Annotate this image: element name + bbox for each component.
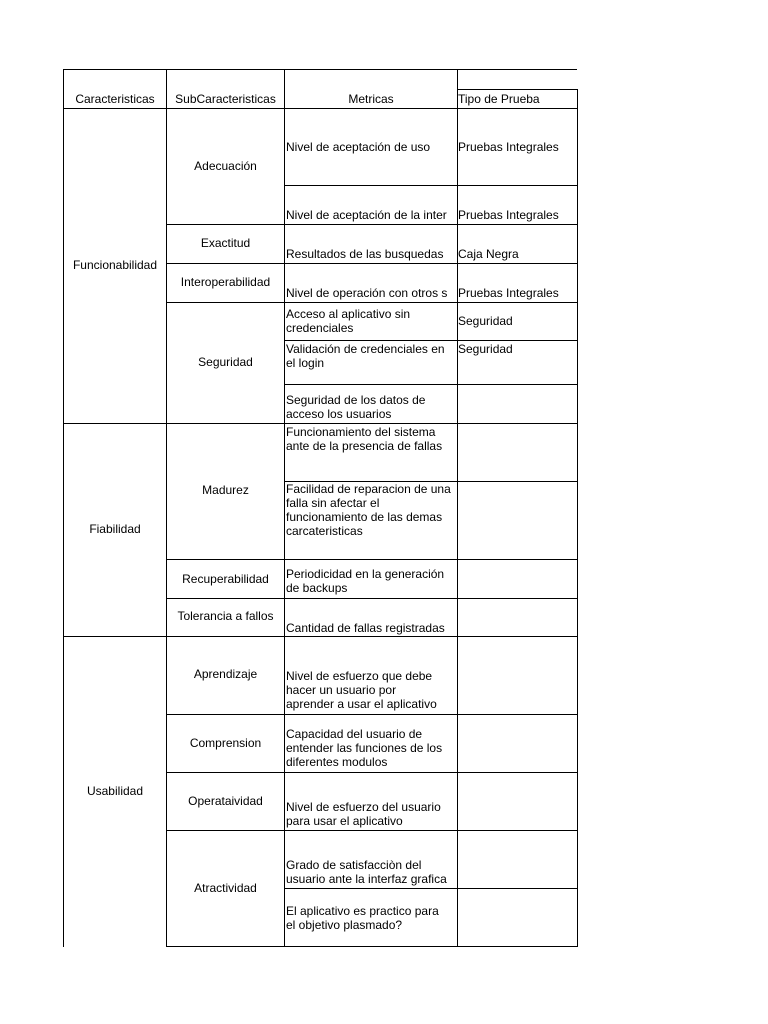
- metrica-cell: Nivel de operación con otros s: [286, 286, 448, 300]
- grid-line: [284, 69, 285, 947]
- subcaracteristica-cell: Seguridad: [198, 355, 253, 369]
- metrica-cell: Facilidad de reparacion de una falla sin afectar el funcionamiento de las demas carcateristicas: [286, 482, 451, 538]
- metrica-cell: Nivel de aceptación de la inter: [286, 208, 447, 222]
- grid-line: [284, 340, 577, 341]
- grid-line: [284, 384, 577, 385]
- grid-line: [63, 108, 577, 109]
- tipo-prueba-cell: Pruebas Integrales: [458, 286, 559, 300]
- subcaracteristica-cell: Operataividad: [188, 794, 263, 808]
- grid-line: [284, 185, 577, 186]
- subcaracteristica-cell: Atractividad: [194, 881, 257, 895]
- caracteristica-cell: Usabilidad: [86, 784, 144, 798]
- grid-line: [284, 888, 577, 889]
- metrica-cell: Resultados de las busquedas: [286, 247, 444, 261]
- grid-line: [166, 946, 577, 947]
- grid-line: [63, 69, 577, 70]
- subcaracteristica-cell: Madurez: [202, 483, 249, 497]
- metrica-cell: Funcionamiento del sistema ante de la presencia de fallas: [286, 425, 443, 453]
- subcaracteristica-cell: Comprension: [189, 736, 262, 750]
- grid-line: [166, 69, 167, 947]
- tipo-prueba-cell: Caja Negra: [458, 247, 519, 261]
- grid-line: [63, 423, 577, 424]
- grid-line: [166, 772, 577, 773]
- subcaracteristica-cell: Recuperabilidad: [182, 572, 269, 586]
- metrica-cell: Grado de satisfacciòn del usuario ante la interfaz grafica: [286, 858, 447, 886]
- metrica-cell: Validación de credenciales en el login: [286, 342, 445, 370]
- grid-line: [166, 302, 577, 303]
- grid-line: [166, 714, 577, 715]
- header-caracteristicas: Caracteristicas: [75, 92, 155, 106]
- metrica-cell: Acceso al aplicativo sin credenciales: [286, 307, 411, 335]
- tipo-prueba-cell: Pruebas Integrales: [458, 208, 559, 222]
- grid-line: [166, 224, 577, 225]
- subcaracteristica-cell: Interoperabilidad: [180, 275, 271, 289]
- grid-line: [577, 89, 578, 947]
- metrica-cell: Cantidad de fallas registradas: [286, 621, 445, 635]
- metrica-cell: Seguridad de los datos de acceso los usuarios: [286, 393, 426, 421]
- grid-line: [166, 263, 577, 264]
- grid-line: [63, 69, 64, 947]
- metrica-cell: Nivel de aceptación de uso: [286, 140, 431, 154]
- subcaracteristica-cell: Tolerancia a fallos: [177, 609, 274, 623]
- metrica-cell: Nivel de esfuerzo que debe hacer un usuario por aprender a usar el aplicativo: [286, 669, 437, 711]
- header-tipo-de-prueba: Tipo de Prueba: [458, 92, 540, 106]
- metrica-cell: Periodicidad en la generación de backups: [286, 567, 445, 595]
- subcaracteristica-cell: Adecuación: [194, 159, 257, 173]
- grid-line: [166, 830, 577, 831]
- header-subcaracteristicas: SubCaracteristicas: [175, 92, 276, 106]
- metrica-cell: Capacidad del usuario de entender las funciones de los diferentes modulos: [286, 727, 443, 769]
- grid-line: [457, 69, 458, 947]
- subcaracteristica-cell: Exactitud: [200, 236, 251, 250]
- caracteristica-cell: Fiabilidad: [89, 522, 141, 536]
- subcaracteristica-cell: Aprendizaje: [193, 667, 258, 681]
- tipo-prueba-cell: Seguridad: [458, 342, 513, 356]
- header-metricas: Metricas: [348, 92, 394, 106]
- grid-line: [166, 559, 577, 560]
- tipo-prueba-cell: Seguridad: [458, 314, 513, 328]
- metrica-cell: Nivel de esfuerzo del usuario para usar el aplicativo: [286, 800, 441, 828]
- caracteristica-cell: Funcionabilidad: [72, 258, 158, 272]
- grid-line: [457, 89, 577, 90]
- metrica-cell: El aplicativo es practico para el objetivo plasmado?: [286, 904, 439, 932]
- grid-line: [166, 598, 577, 599]
- grid-line: [63, 636, 577, 637]
- tipo-prueba-cell: Pruebas Integrales: [458, 140, 559, 154]
